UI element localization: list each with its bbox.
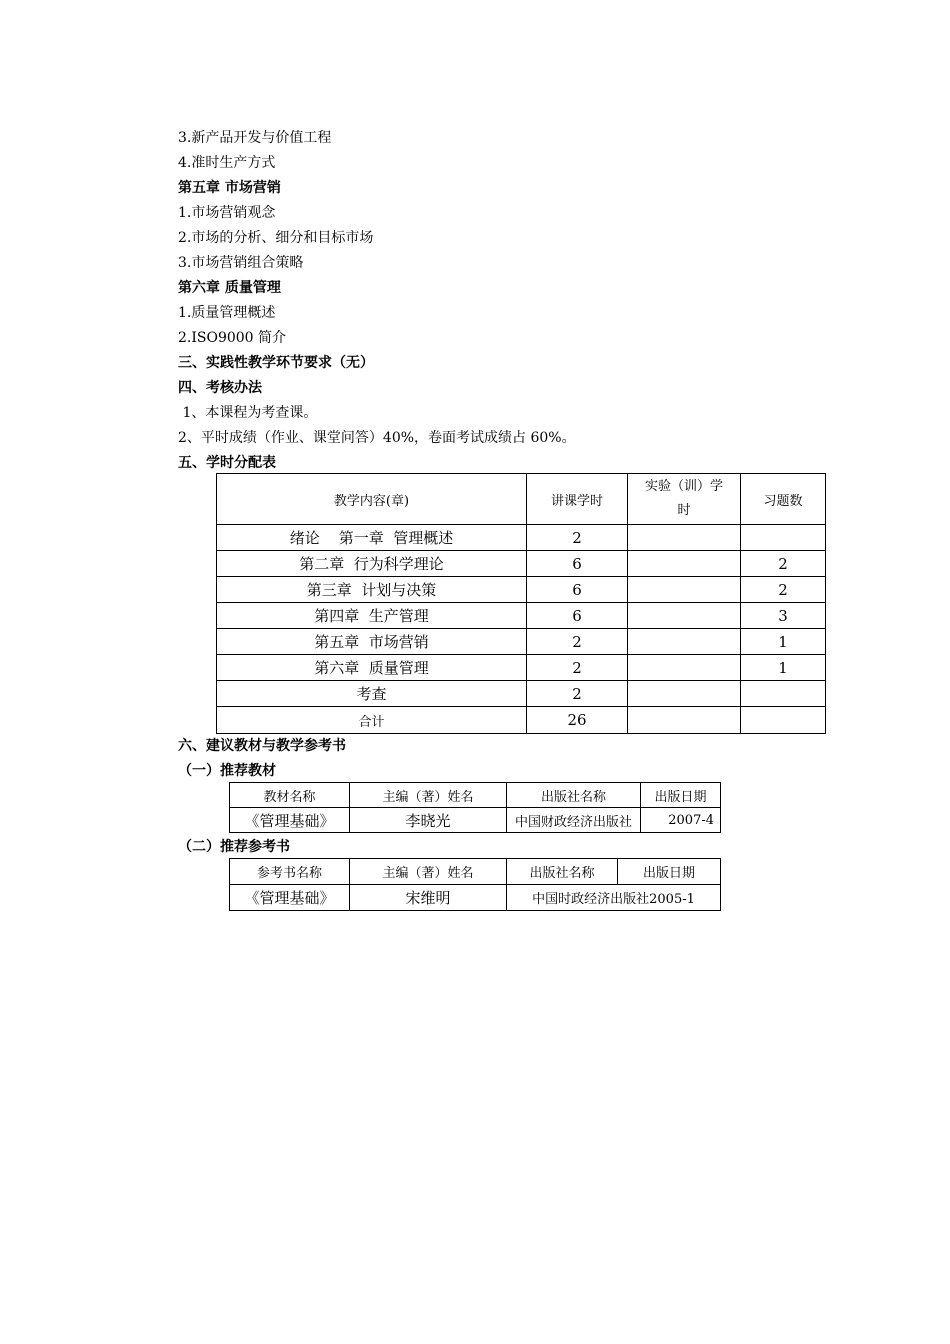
col-header-lab: 实验（训）学时 [628,474,741,525]
row-content: 第六章 质量管理 [217,655,527,681]
textbook-heading: （一）推荐教材 [178,763,276,779]
ref-publisher-date: 中国时政经济出版社2005-1 [507,885,721,911]
table-row [230,808,721,833]
textbook-table [229,782,721,833]
row-lab [628,681,741,707]
row-exercises [741,707,826,734]
row-lab [628,551,741,577]
col-header-ref-editor: 主编（著）姓名 [350,859,507,885]
row-lecture: 2 [527,655,628,681]
chapter4-item-3: 3.新产品开发与价值工程 [178,130,332,146]
section5-heading: 五、学时分配表 [178,455,276,471]
table-row [217,525,826,551]
row-content: 第三章 计划与决策 [217,577,527,603]
col-header-editor: 主编（著）姓名 [350,783,507,808]
row-lecture: 2 [527,629,628,655]
row-content: 合计 [217,707,527,734]
row-content: 第五章 市场营销 [217,629,527,655]
section4-heading: 四、考核办法 [178,380,262,396]
row-content: 第二章 行为科学理论 [217,551,527,577]
row-exercises: 3 [741,603,826,629]
col-header-ref-date: 出版日期 [618,859,721,885]
table-row [217,629,826,655]
book-publisher: 中国财政经济出版社 [507,808,641,833]
hours-table [216,473,826,734]
table-row-total [217,707,826,734]
table-row [217,551,826,577]
row-exercises [741,681,826,707]
chapter4-item-4: 4.准时生产方式 [178,155,276,171]
row-lab [628,629,741,655]
section6-heading: 六、建议教材与教学参考书 [178,738,346,754]
book-title: 《管理基础》 [230,808,350,833]
reference-header-row [230,859,721,885]
table-row [230,885,721,911]
table-row [217,681,826,707]
assessment-item-2: 2、平时成绩（作业、课堂问答）40%，卷面考试成绩占 60%。 [178,430,576,446]
chapter6-item-1: 1.质量管理概述 [178,305,276,321]
col-header-publisher: 出版社名称 [507,783,641,808]
row-content: 考查 [217,681,527,707]
row-lecture: 2 [527,681,628,707]
chapter5-heading: 第五章 市场营销 [178,180,281,196]
col-header-lecture: 讲课学时 [527,474,628,525]
row-lab [628,603,741,629]
col-header-ref-publisher: 出版社名称 [507,859,618,885]
table-row [217,577,826,603]
hours-header-row [217,474,826,525]
chapter5-item-2: 2.市场的分析、细分和目标市场 [178,230,374,246]
textbook-header-row [230,783,721,808]
row-exercises: 1 [741,655,826,681]
chapter5-item-3: 3.市场营销组合策略 [178,255,304,271]
assessment-item-1: 1、本课程为考查课。 [178,405,318,421]
row-lecture: 6 [527,551,628,577]
col-header-date: 出版日期 [641,783,721,808]
ref-editor: 宋维明 [350,885,507,911]
row-lab [628,525,741,551]
row-lab [628,577,741,603]
row-content: 第四章 生产管理 [217,603,527,629]
col-header-ref-title: 参考书名称 [230,859,350,885]
chapter5-item-1: 1.市场营销观念 [178,205,276,221]
row-exercises: 1 [741,629,826,655]
reference-table [229,858,721,911]
row-exercises: 2 [741,577,826,603]
table-row [217,655,826,681]
row-lecture: 26 [527,707,628,734]
book-date: 2007-4 [641,808,721,833]
row-lab [628,655,741,681]
col-header-content: 教学内容(章) [217,474,527,525]
row-exercises: 2 [741,551,826,577]
row-lecture: 6 [527,603,628,629]
col-header-exercises: 习题数 [741,474,826,525]
reference-heading: （二）推荐参考书 [178,839,290,855]
chapter6-heading: 第六章 质量管理 [178,280,281,296]
section3-heading: 三、实践性教学环节要求（无） [178,355,374,371]
row-lecture: 6 [527,577,628,603]
row-content: 绪论 第一章 管理概述 [217,525,527,551]
row-lecture: 2 [527,525,628,551]
row-exercises [741,525,826,551]
col-header-book-title: 教材名称 [230,783,350,808]
book-editor: 李晓光 [350,808,507,833]
chapter6-item-2: 2.ISO9000 简介 [178,330,287,346]
row-lab [628,707,741,734]
table-row [217,603,826,629]
ref-title: 《管理基础》 [230,885,350,911]
